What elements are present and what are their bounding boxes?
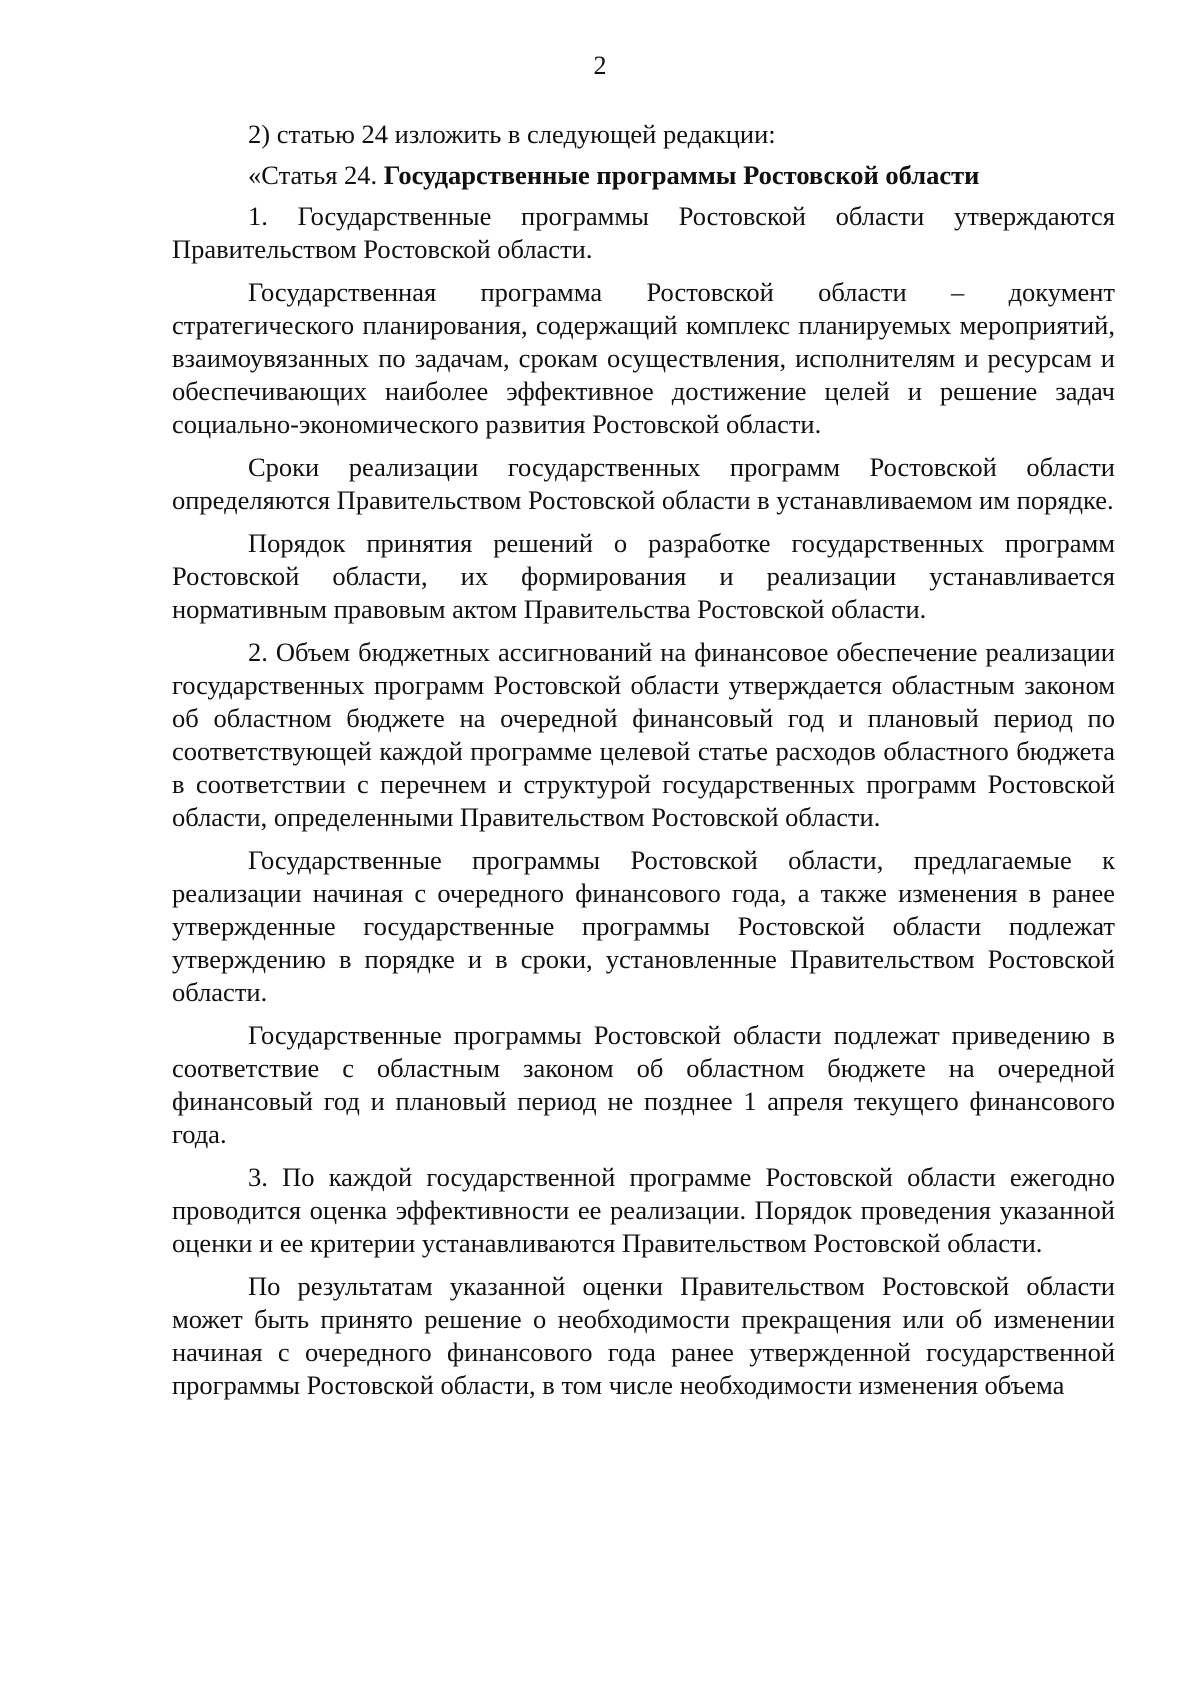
paragraph-1: 1. Государственные программы Ростовской области утверждаются Правительством Ростовской области. (172, 201, 1115, 264)
paragraph-5: 2. Объем бюджетных ассигнований на финансовое обеспечение реализации государственных программ Ростовской области утверждается областным законом об областном бюджете на очередной финансовый год и плановый период по соответствующей каждой программе целевой статье расходов областного бюджета в соответствии с перечнем и структурой государственных программ Ростовской области, определенными Правительством Ростовской области. (172, 637, 1115, 832)
paragraph-4: Порядок принятия решений о разработке государственных программ Ростовской области, их формирования и реализации устанавливается нормативным правовым актом Правительства Ростовской области. (172, 528, 1115, 624)
article-prefix: «Статья 24. (248, 160, 384, 190)
paragraph-2: Государственная программа Ростовской области – документ стратегического планирования, содержащий комплекс планируемых мероприятий, взаимоувязанных по задачам, срокам осуществления, исполнителям и ресурсам и обеспечивающих наиболее эффективное достижение целей и решение задач социально-экономического развития Ростовской области. (172, 277, 1115, 439)
paragraph-6: Государственные программы Ростовской области, предлагаемые к реализации начиная с очередного финансового года, а также изменения в ранее утвержденные государственные программы Ростовской области подлежат утверждению в порядке и в сроки, установленные Правительством Ростовской области. (172, 845, 1115, 1007)
paragraph-7: Государственные программы Ростовской области подлежат приведению в соответствие с областным законом об областном бюджете на очередной финансовый год и плановый период не позднее 1 апреля текущего финансового года. (172, 1020, 1115, 1149)
article-title: Государственные программы Ростовской области (383, 160, 980, 190)
paragraph-8: 3. По каждой государственной программе Ростовской области ежегодно проводится оценка эффективности ее реализации. Порядок проведения указанной оценки и ее критерии устанавливаются Правительством Ростовской области. (172, 1162, 1115, 1258)
paragraph-3: Сроки реализации государственных программ Ростовской области определяются Правительством Ростовской области в устанавливаемом им порядке. (172, 452, 1115, 515)
document-body (172, 118, 1115, 1412)
intro-paragraph: 2) статью 24 изложить в следующей редакции: (248, 119, 776, 149)
paragraph-9: По результатам указанной оценки Правительством Ростовской области может быть принято решение о необходимости прекращения или об изменении начиная с очередного финансового года ранее утвержденной государственной программы Ростовской области, в том числе необходимости изменения объема (172, 1271, 1115, 1400)
page-number: 2 (593, 51, 607, 80)
article-heading (172, 159, 1115, 192)
